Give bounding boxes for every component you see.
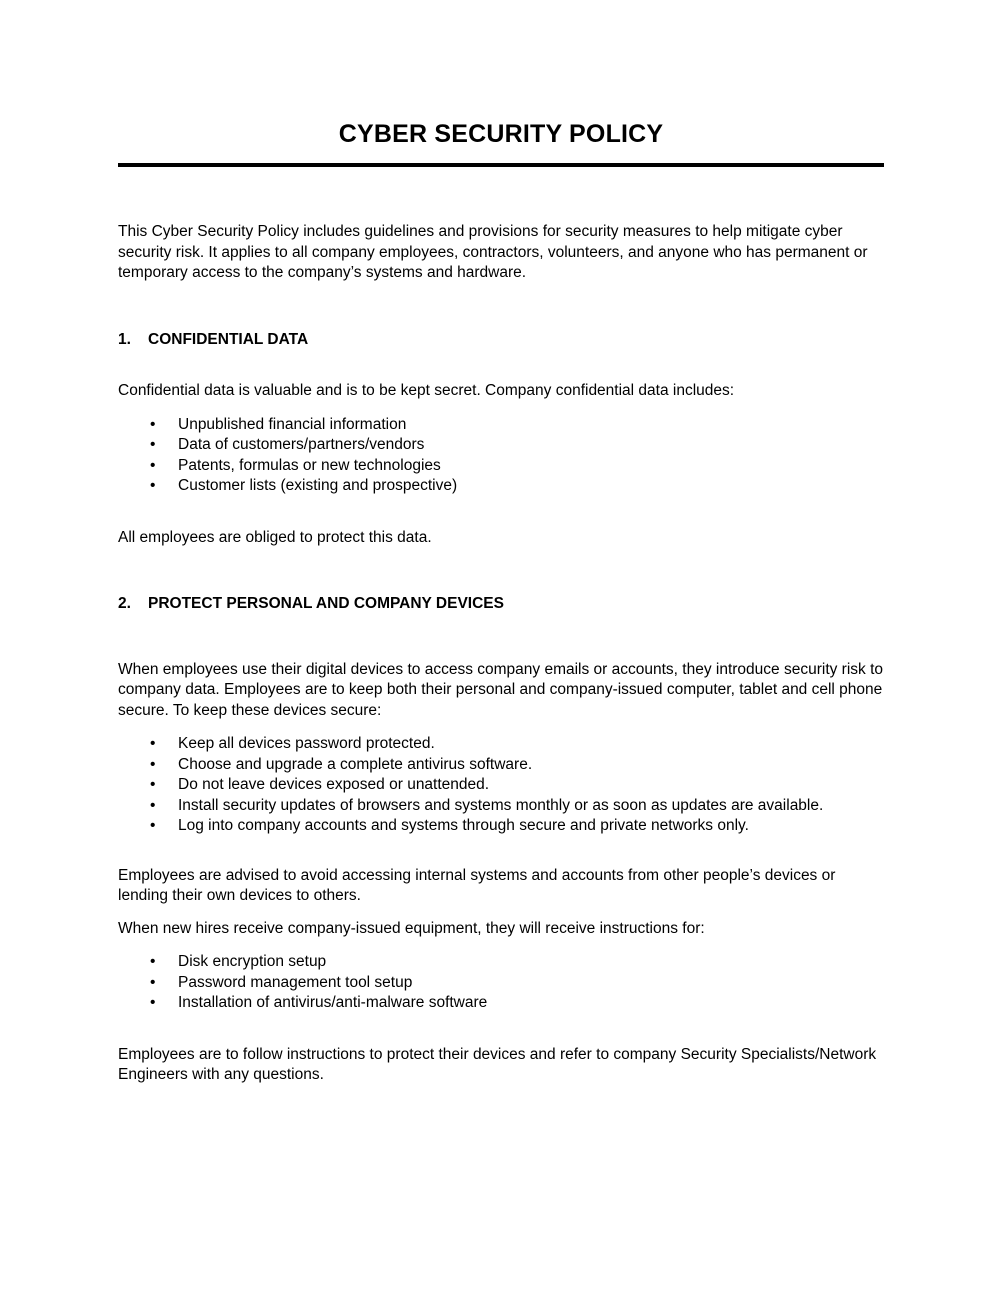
bullet-item-text: Unpublished financial information: [178, 415, 407, 433]
bullet-item-text: Password management tool setup: [178, 973, 413, 991]
section-2-paragraph-2: Employees are advised to avoid accessing internal systems and accounts from other people’s devices or lending their own devices to others.: [118, 866, 836, 904]
bullet-item: [118, 993, 884, 1014]
section-1-heading-text: CONFIDENTIAL DATA: [148, 330, 309, 348]
bullet-icon: •: [150, 817, 156, 834]
bullet-item-text: Installation of antivirus/anti-malware software: [178, 994, 488, 1011]
section-2-number: 2.: [118, 595, 131, 612]
bullet-item: [118, 796, 884, 817]
bullet-icon: •: [150, 755, 156, 773]
section-1-paragraph: Confidential data is valuable and is to be kept secret. Company confidential data includes:: [118, 382, 735, 399]
section-2-heading-text: PROTECT PERSONAL AND COMPANY DEVICES: [148, 595, 504, 612]
bullet-item: [118, 435, 884, 456]
intro-paragraph: This Cyber Security Policy includes guidelines and provisions for security measures to help mitigate cyber security risk. It applies to all company employees, contractors, volunteers, and anyone who has permanent or temporary access to the company’s systems and hardware.: [118, 223, 868, 281]
bullet-item: [118, 755, 884, 776]
bullet-item: [118, 816, 884, 837]
bullet-item-text: Log into company accounts and systems through secure and private networks only.: [178, 817, 749, 834]
bullet-item: [118, 415, 884, 436]
bullet-item-text: Do not leave devices exposed or unattended.: [178, 776, 490, 793]
section-2-heading: [118, 594, 884, 615]
section-2-paragraph-3: When new hires receive company-issued equipment, they will receive instructions for:: [118, 919, 705, 937]
bullet-item-text: Disk encryption setup: [178, 953, 327, 970]
section-2-bullet-list-1: [118, 734, 884, 837]
bullet-item-text: Patents, formulas or new technologies: [178, 456, 441, 474]
bullet-item-text: Keep all devices password protected.: [178, 735, 435, 752]
bullet-icon: •: [150, 776, 156, 793]
bullet-icon: •: [150, 436, 156, 453]
document-title: CYBER SECURITY POLICY: [338, 120, 664, 148]
bullet-item: [118, 775, 884, 796]
bullet-item: [118, 952, 884, 973]
bullet-icon: •: [150, 477, 156, 494]
section-1-closing-paragraph: All employees are obliged to protect this data.: [118, 528, 432, 546]
bullet-icon: •: [150, 994, 156, 1011]
section-2-bullet-list-2: [118, 952, 884, 1014]
bullet-icon: •: [150, 735, 156, 752]
bullet-item-text: Customer lists (existing and prospective): [178, 477, 458, 494]
bullet-item-text: Data of customers/partners/vendors: [178, 436, 425, 453]
section-2-closing-paragraph: Employees are to follow instructions to protect their devices and refer to company Security Specialists/Network Engineers with any questions.: [118, 1045, 877, 1083]
bullet-item: [118, 734, 884, 755]
bullet-icon: •: [150, 953, 156, 970]
bullet-item: [118, 456, 884, 477]
section-1-number: 1.: [118, 330, 131, 348]
section-1-bullet-list: [118, 415, 884, 497]
bullet-item-text: Choose and upgrade a complete antivirus software.: [178, 755, 533, 773]
title-divider: [118, 163, 884, 167]
bullet-icon: •: [150, 415, 156, 433]
section-1-heading: [118, 330, 884, 351]
bullet-icon: •: [150, 456, 156, 474]
bullet-icon: •: [150, 973, 156, 991]
bullet-item: [118, 973, 884, 994]
bullet-icon: •: [150, 796, 156, 814]
bullet-item: [118, 476, 884, 497]
section-2-paragraph-1: When employees use their digital devices to access company emails or accounts, they introduce security risk to company data. Employees are to keep both their personal and company-issued computer, tablet and cell phone secure. To keep these devices secure:: [118, 660, 884, 719]
bullet-item-text: Install security updates of browsers and systems monthly or as soon as updates are available.: [178, 796, 824, 814]
